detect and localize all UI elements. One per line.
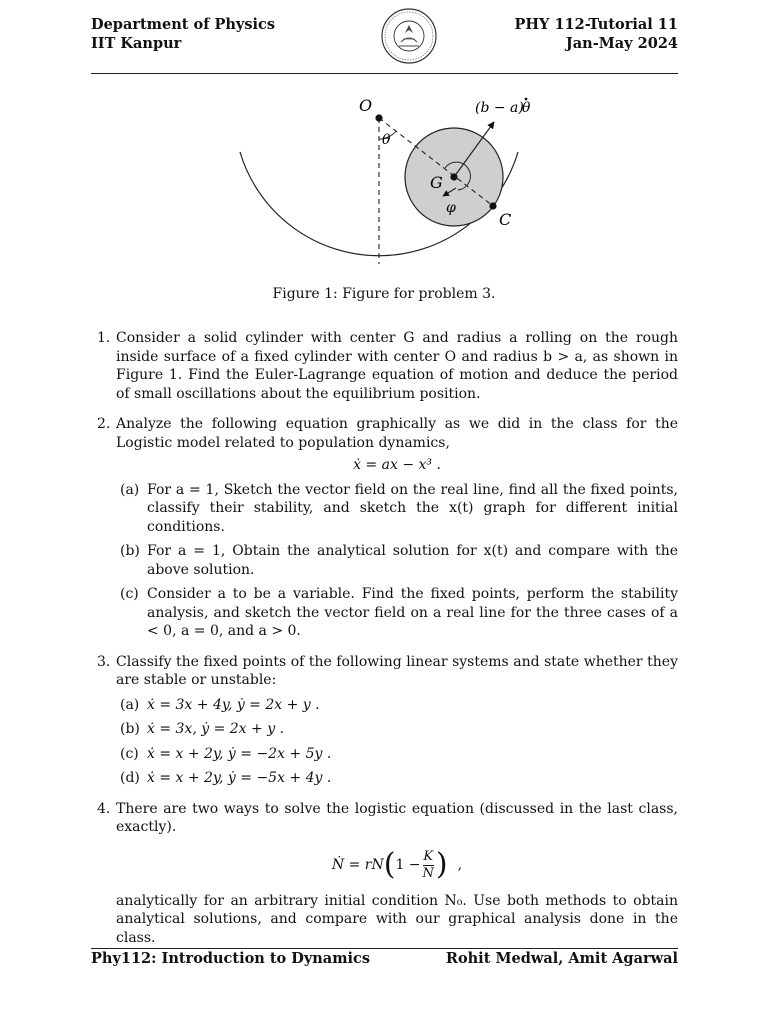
equation: ẋ = ax − x³ .: [353, 457, 441, 473]
sub-text: Consider a to be a variable. Find the fixed points, perform the stability analysis, and sketch the vector field on a real line for the three cases of a < 0, a = 0, and a > 0.: [147, 586, 678, 639]
institute-logo: [380, 6, 438, 66]
cylinder-figure: [230, 88, 530, 278]
term: Jan-May 2024: [565, 35, 678, 52]
system-equation: ẋ = 3x, ẏ = 2x + y .: [147, 721, 285, 737]
sub-label: (a): [120, 696, 140, 713]
sub-question-a: [116, 481, 678, 537]
point-o: [375, 114, 382, 121]
question-text: There are two ways to solve the logistic equation (discussed in the last class, exactly).: [116, 800, 678, 835]
question-text: Consider a solid cylinder with center G and radius a rolling on the rough inside surface of a fixed cylinder with center O and radius b > a, as shown in Figure 1. Find the Euler-Lagrange equation of motion and deduce the period of small oscillations about the equilibrium position.: [116, 330, 678, 402]
footer-course-name: Phy112: Introduction to Dynamics: [91, 950, 371, 967]
institute-name: IIT Kanpur: [91, 35, 182, 52]
sub-question-c: [116, 585, 678, 641]
label-phi: φ: [446, 200, 456, 216]
figure-caption: Figure 1: Figure for problem 3.: [272, 286, 496, 302]
sub-text: For a = 1, Obtain the analytical solution for x(t) and compare with the above solution.: [147, 543, 678, 578]
label-velocity-prefix: (b − a): [475, 100, 524, 116]
sub-label: (c): [120, 745, 139, 762]
footer-authors: Rohit Medwal, Amit Agarwal: [445, 950, 678, 967]
label-c: C: [499, 210, 512, 229]
header-right: [514, 15, 678, 53]
logistic-equation: [116, 849, 678, 882]
sub-label: (b): [120, 721, 140, 737]
sub-label: (d): [120, 770, 140, 786]
system-c: [116, 745, 678, 764]
sub-question-b: [116, 542, 678, 579]
question-number: 3.: [97, 653, 111, 670]
question-4: [91, 800, 678, 948]
department-name: Department of Physics: [91, 16, 276, 33]
problem-list: [91, 329, 678, 959]
right-paren: ): [435, 847, 448, 882]
label-o: O: [359, 96, 373, 115]
question-1: [91, 329, 678, 403]
system-equation: ẋ = x + 2y, ẏ = −2x + 5y .: [147, 745, 332, 762]
system-d: [116, 769, 678, 788]
eq-tail: ,: [457, 856, 463, 873]
question-3: [91, 653, 678, 788]
question-number: 2.: [97, 416, 111, 432]
sub-label: (c): [120, 586, 139, 602]
system-equation: ẋ = x + 2y, ẏ = −5x + 4y .: [147, 770, 332, 786]
eq-one-minus: 1 −: [395, 856, 421, 873]
fraction-numerator: K: [423, 848, 434, 864]
system-a: [116, 696, 678, 715]
header-rule: [91, 73, 678, 74]
footer-rule: [91, 948, 678, 949]
question-text-continued: analytically for an arbitrary initial condition N₀. Use both methods to obtain analytical solutions, and compare with our graphical analysis done in the class.: [116, 892, 678, 946]
question-number: 1.: [97, 330, 111, 346]
point-c: [489, 202, 496, 209]
question-number: 4.: [97, 800, 111, 817]
eq-lhs: Ṅ = rN: [331, 856, 384, 873]
question-text: Classify the fixed points of the following linear systems and state whether they are stable or unstable:: [116, 653, 678, 688]
fraction: [423, 849, 434, 882]
question-2: [91, 415, 678, 641]
theta-dot-marker: [525, 98, 528, 101]
label-theta: θ: [382, 132, 391, 148]
fraction-denominator: N: [422, 865, 434, 881]
system-equation: ẋ = 3x + 4y, ẏ = 2x + y .: [147, 696, 320, 713]
system-b: [116, 720, 678, 739]
question-text: Analyze the following equation graphically as we did in the class for the Logistic model related to population dynamics,: [116, 416, 678, 451]
sub-label: (b): [120, 543, 140, 559]
label-g: G: [430, 173, 443, 192]
header-left: [91, 15, 275, 53]
sub-text: For a = 1, Sketch the vector field on the real line, find all the fixed points, classify their stability, and sketch the x(t) graph for different initial conditions.: [147, 481, 678, 535]
point-g: [450, 173, 457, 180]
left-paren: (: [383, 847, 396, 882]
sub-label: (a): [120, 481, 140, 498]
course-tutorial: PHY 112-Tutorial 11: [514, 16, 678, 33]
label-velocity-var: θ: [522, 100, 530, 116]
